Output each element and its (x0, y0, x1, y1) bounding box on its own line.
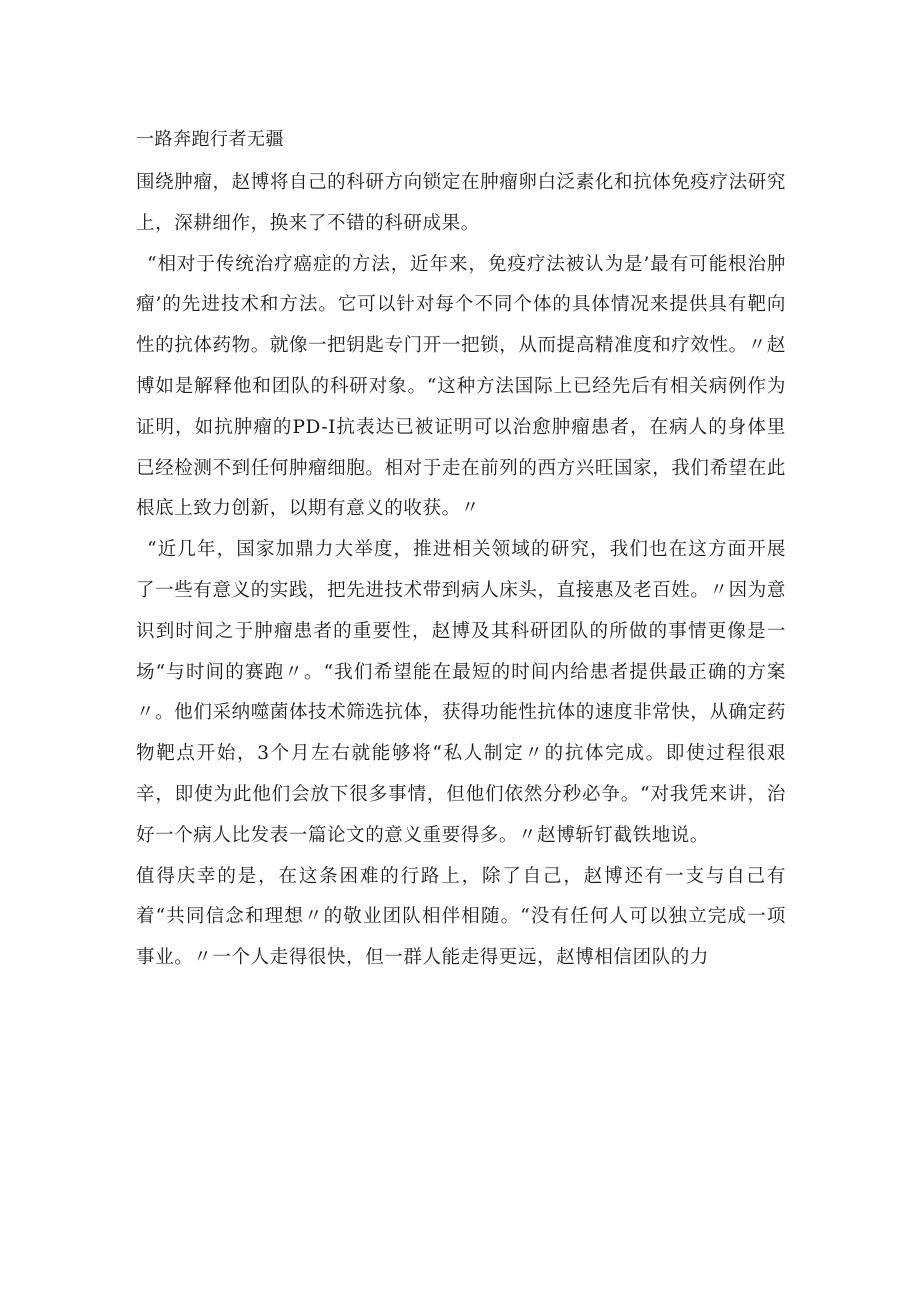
article-body (136, 124, 786, 979)
paragraph-intro: 围绕肿瘤，赵博将自己的科研方向锁定在肿瘤卵白泛素化和抗体免疫疗法研究上，深耕细作，换来了不错的科研成果。 (136, 172, 786, 234)
paragraph-race-against-time: “近几年，国家加鼎力大举度，推进相关领域的研究，我们也在这方面开展了一些有意义的实践，把先进技术带到病人床头，直接惠及老百姓。〃因为意识到时间之于肿瘤患者的重要性，赵博及其科研团队的所做的事情更像是一场“与时间的赛跑〃。“我们希望能在最短的时间内给患者提供最正确的方案〃。他们采纳噬菌体技术筛选抗体，获得功能性抗体的速度非常快，从确定药物靶点开始，3个月左右就能够将“私人制定〃的抗体完成。即使过程很艰辛，即使为此他们会放下很多事情，但他们依然分秒必争。“对我凭来讲，治好一个病人比发表一篇论文的意义重要得多。〃赵博斩钉截铁地说。 (136, 539, 786, 846)
paragraph-immunotherapy: “相对于传统治疗癌症的方法，近年来，免疫疗法被认为是’最有可能根治肿瘤’的先进技术和方法。它可以针对每个不同个体的具体情况来提供具有靶向性的抗体药物。就像一把钥匙专门开一把锁，从而提高精准度和疗效性。〃赵博如是解释他和团队的科研对象。“这种方法国际上已经先后有相关病例作为证明，如抗肿瘤的PD-I抗表达已被证明可以治愈肿瘤患者，在病人的身体里已经检测不到任何肿瘤细胞。相对于走在前列的西方兴旺国家，我们希望在此根底上致力创新，以期有意义的收获。〃 (136, 253, 786, 520)
article-title: 一路奔跑行者无疆 (136, 129, 284, 150)
paragraph-team: 值得庆幸的是，在这条困难的行路上，除了自己，赵博还有一支与自己有着“共同信念和理想〃的敬业团队相伴相随。“没有任何人可以独立完成一项事业。〃一个人走得很快，但一群人能走得更远，赵博相信团队的力 (136, 865, 786, 969)
title-spacer (136, 155, 786, 163)
